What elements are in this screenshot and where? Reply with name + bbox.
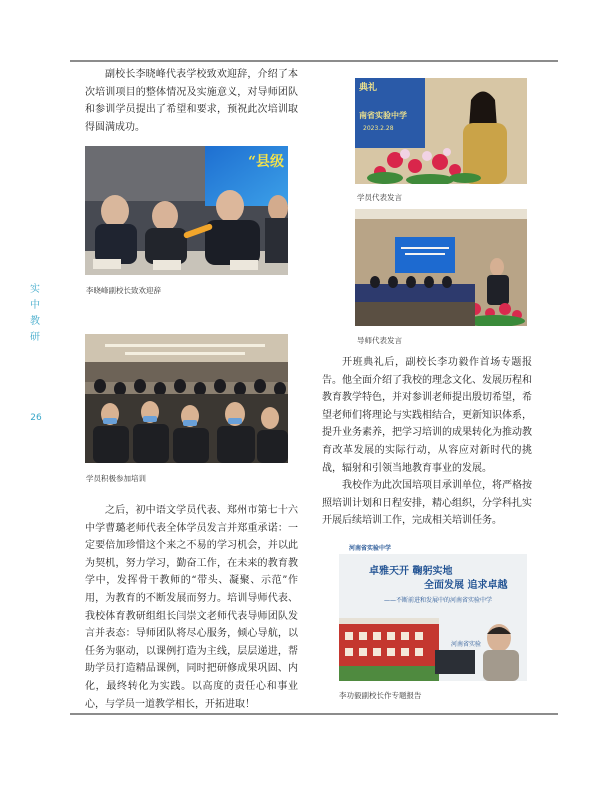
top-rule — [70, 60, 558, 62]
photo1-caption: 李晓峰副校长致欢迎辞 — [86, 286, 161, 295]
photo3-caption: 学员代表发言 — [357, 193, 402, 202]
photo-student-rep — [355, 78, 527, 184]
photo5-footer: 河南省实验 — [451, 641, 482, 648]
photo4-caption: 导师代表发言 — [357, 336, 402, 345]
report-paragraph: 开班典礼后，副校长李功毅作首场专题报告。他全面介绍了我校的理念文化、发展历程和教育教学特色，并对参训老师提出殷切希望，希望老师们将理论与实践相结合，更新知识体系，提升业务素养，把学习培训的成果转化为推动教育改革发展的实际行动，从容应对新时代的挑战，辐射和引领当地教育事业的发展。 我校作为此次国培项目承训单位，将严格按照培训计划和日程安排，精心组织，分学科扎实开展后续培训工作，完成相关培训任务。 — [322, 357, 532, 527]
photo3-sign-text2: 南省实验中学 — [359, 110, 407, 120]
photo2-caption: 学员积极参加培训 — [86, 474, 146, 483]
intro-paragraph: 副校长李晓峰代表学校致欢迎辞，介绍了本次培训项目的整体情况及实施意义，对导师团队和参训学员提出了希望和要求，预祝此次培训取得圆满成功。 — [85, 69, 298, 133]
outro-paragraph: 之后，初中语文学员代表、郑州市第七十六中学曹璐老师代表全体学员发言并郑重承诺：一定要倍加珍惜这个来之不易的学习机会，并以此为契机，努力学习，勤奋工作，在未来的教育教学中，发挥骨干教师的“带头、凝聚、示范”作用，为教育的不断发展而努力。培训导师代表、我校体育教研组组长闫崇文老师代表导师团队发言并表态：导师团队将尽心服务，倾心导航，以任务为驱动，以课例打造为主线，层层递进，帮助学员打造精品课例，同时把研修成果巩固、内化，最终转化为实践。以高度的责任心和事业心，与学员一道教学相长，开拓进取！ — [85, 505, 298, 710]
photo-mentor-rep — [355, 209, 527, 326]
photo-audience — [85, 334, 288, 463]
photo-keynote-report — [339, 540, 527, 681]
photo5-line3: ——不断前进和发展中的河南省实验中学 — [384, 597, 493, 604]
side-char: 教 — [30, 316, 40, 327]
page-number: 26 — [30, 413, 42, 423]
photo3-date: 2023.2.28 — [363, 125, 394, 132]
side-char: 研 — [30, 332, 40, 343]
photo-welcome-speech — [85, 146, 288, 275]
photo5-caption: 李功毅副校长作专题报告 — [339, 691, 422, 700]
side-char: 实 — [30, 284, 40, 295]
photo1-sign-text: “县级 — [248, 154, 285, 170]
photo5-header: 河南省实验中学 — [349, 545, 392, 552]
photo3-sign-text: 典礼 — [359, 83, 378, 93]
bottom-rule — [70, 713, 558, 715]
side-char: 中 — [30, 300, 40, 311]
photo5-line2: 全面发展 追求卓越 — [424, 580, 508, 591]
photo5-line1: 卓雅天开 鞠躬实地 — [369, 566, 453, 577]
journal-side-label — [28, 282, 42, 346]
